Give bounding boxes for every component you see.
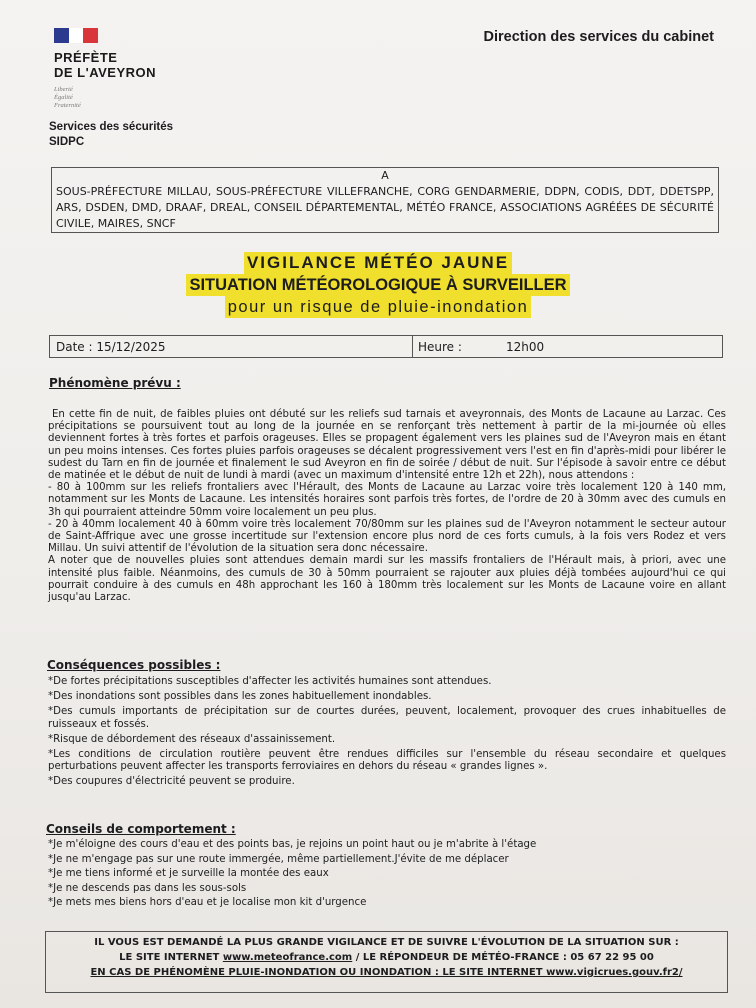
date-value: Date : 15/12/2025 (56, 340, 166, 354)
conseil-item: *Je m'éloigne des cours d'eau et des points bas, je rejoins un point haut ou je m'abrite à l'étage (48, 839, 537, 850)
footer-line2 (46, 950, 727, 965)
phenomene-paragraph: - 80 à 100mm sur les reliefs frontaliers avec l'Hérault, des Monts de Lacaune au Larzac voire très localement 120 à 140 mm, notamment sur les Monts de Lacaune. Les intensités horaires sont parfois très fortes, de l'ordre de 20 à 30mm avec des cumuls en 3h qui pourraient atteindre 50mm voire localement un peu plus. (48, 482, 726, 518)
consequences-title: Conséquences possibles : (47, 658, 221, 672)
footer-line1: IL VOUS EST DEMANDÉ LA PLUS GRANDE VIGILANCE ET DE SUIVRE L'ÉVOLUTION DE LA SITUATION SUR : (94, 937, 679, 948)
phenomene-text (48, 409, 726, 604)
consequence-item: *Des inondations sont possibles dans les zones habituellement inondables. (48, 691, 432, 703)
vigilance-risk: pour un risque de pluie-inondation (225, 296, 532, 318)
vigicrues-link[interactable]: www.vigicrues.gouv.fr2/ (546, 967, 683, 978)
phenomene-paragraph: A noter que de nouvelles pluies sont attendues demain mardi sur les massifs frontaliers de l'Hérault mais, à priori, avec une intensité plus faible. Néanmoins, des cumuls de 30 à 50mm pourraient se rajouter aux pluies déjà tombées aujourd'hui ce qui pourrait conduire à des cumuls en 48h approchant les 160 à 180mm très localement sur les Monts de Lacaune voire en allant jusqu'au Larzac. (48, 555, 726, 604)
footer-line3 (46, 965, 727, 980)
motto-fraternite: Fraternité (54, 102, 81, 109)
date-time-box (49, 335, 723, 358)
conseils-title: Conseils de comportement : (46, 822, 236, 836)
recipients-list: SOUS-PRÉFECTURE MILLAU, SOUS-PRÉFECTURE VILLEFRANCHE, CORG GENDARMERIE, DDPN, CODIS, DDT, DDETSPP, ARS, DSDEN, DMD, DRAAF, DREAL, CONSEIL DÉPARTEMENTAL, MÉTÉO FRANCE, ASSOCIATIONS AGRÉÉES DE SÉCURITÉ CIVILE, MAIRES, SNCF (56, 185, 714, 230)
republic-motto (54, 86, 156, 110)
recipients-label: A (381, 169, 389, 182)
recipients-box (51, 167, 719, 233)
vigilance-banner (0, 252, 756, 318)
consequence-item: *De fortes précipitations susceptibles d'affecter les activités humaines sont attendues. (48, 676, 492, 687)
flag-blue-band (54, 28, 69, 43)
conseil-item: *Je ne m'engage pas sur une route immergée, même partiellement.J'évite de me déplacer (48, 853, 509, 865)
flag-red-band (83, 28, 98, 43)
phenomene-title: Phénomène prévu : (49, 376, 181, 390)
footer-line2-prefix: LE SITE INTERNET (119, 952, 223, 963)
motto-liberte: Liberté (54, 86, 73, 93)
heure-value: 12h00 (506, 340, 545, 354)
phenomene-paragraph: En cette fin de nuit, de faibles pluies ont débuté sur les reliefs sud tarnais et aveyronnais, des Monts de Lacaune au Larzac. Ces précipitations se poursuivent tout au long de la journée en se renforçant très nettement à partir de la mi-journée où elles deviennent fortes à très fortes et parfois orageuses. Elles se propagent également vers les plaines sud de l'Aveyron mais en étant un peu moins intenses. Ces fortes pluies parfois orageuses se décalent progressivement vers l'est en fin d'après-midi pour libérer le sudest du Tarn en fin de journée et finalement le sud Aveyron en fin de soirée / début de nuit. Sur l'épisode à savoir entre ce début de matinée et le début de nuit de lundi à mardi (avec un maximum d'intensité entre 12h et 22h), nous attendons : (48, 409, 726, 482)
services-line2: SIDPC (49, 136, 85, 148)
date-separator (412, 336, 413, 357)
flag-white-band (69, 28, 83, 43)
conseils-list (48, 838, 726, 911)
vigilance-situation: SITUATION MÉTÉOROLOGIQUE À SURVEILLER (186, 274, 569, 296)
french-flag-logo (54, 28, 98, 43)
consequence-item: *Des coupures d'électricité peuvent se produire. (48, 776, 295, 788)
motto-egalite: Égalité (54, 94, 73, 101)
conseil-item: *Je mets mes biens hors d'eau et je localise mon kit d'urgence (48, 897, 367, 908)
prefecture-name (54, 50, 156, 80)
services-block (49, 120, 173, 150)
conseil-item: *Je ne descends pas dans les sous-sols (48, 882, 247, 894)
consequence-item: *Les conditions de circulation routière peuvent être rendues difficiles sur l'ensemble du réseau secondaire et quelques perturbations peuvent affecter les transports ferroviaires en dehors du réseau « grandes lignes ». (48, 749, 726, 773)
prefecture-line2: DE L'AVEYRON (54, 65, 157, 80)
footer-line2-suffix: / LE RÉPONDEUR DE MÉTÉO-FRANCE : 05 67 22 95 00 (352, 952, 654, 963)
services-line1: Services des sécurités (49, 121, 174, 133)
prefecture-block (54, 28, 156, 110)
phenomene-paragraph: - 20 à 40mm localement 40 à 60mm voire très localement 70/80mm sur les plaines sud de l'Aveyron notamment le secteur autour de Saint-Affrique avec une grosse incertitude sur l'extension encore plus nord de ces forts cumuls, à la fois vers Rodez et vers Millau. Un suivi attentif de l'évolution de la situation sera donc nécessaire. (48, 518, 726, 555)
consequence-item: *Risque de débordement des réseaux d'assainissement. (48, 733, 336, 745)
vigilance-footer-box (45, 931, 728, 993)
vigilance-title: VIGILANCE MÉTÉO JAUNE (244, 252, 512, 274)
consequences-list (48, 676, 726, 792)
prefecture-line1: PRÉFÈTE (54, 50, 118, 65)
footer-line3-prefix: EN CAS DE PHÉNOMÈNE PLUIE-INONDATION OU INONDATION : LE SITE INTERNET (90, 967, 547, 978)
consequence-item: *Des cumuls importants de précipitation sur de courtes durées, peuvent, localement, provoquer des crues inhabituelles de ruisseaux et fossés. (48, 706, 726, 730)
heure-label: Heure : (418, 340, 462, 354)
conseil-item: *Je me tiens informé et je surveille la montée des eaux (48, 868, 329, 879)
direction-title: Direction des services du cabinet (483, 29, 714, 45)
meteofrance-link[interactable]: www.meteofrance.com (222, 952, 353, 963)
